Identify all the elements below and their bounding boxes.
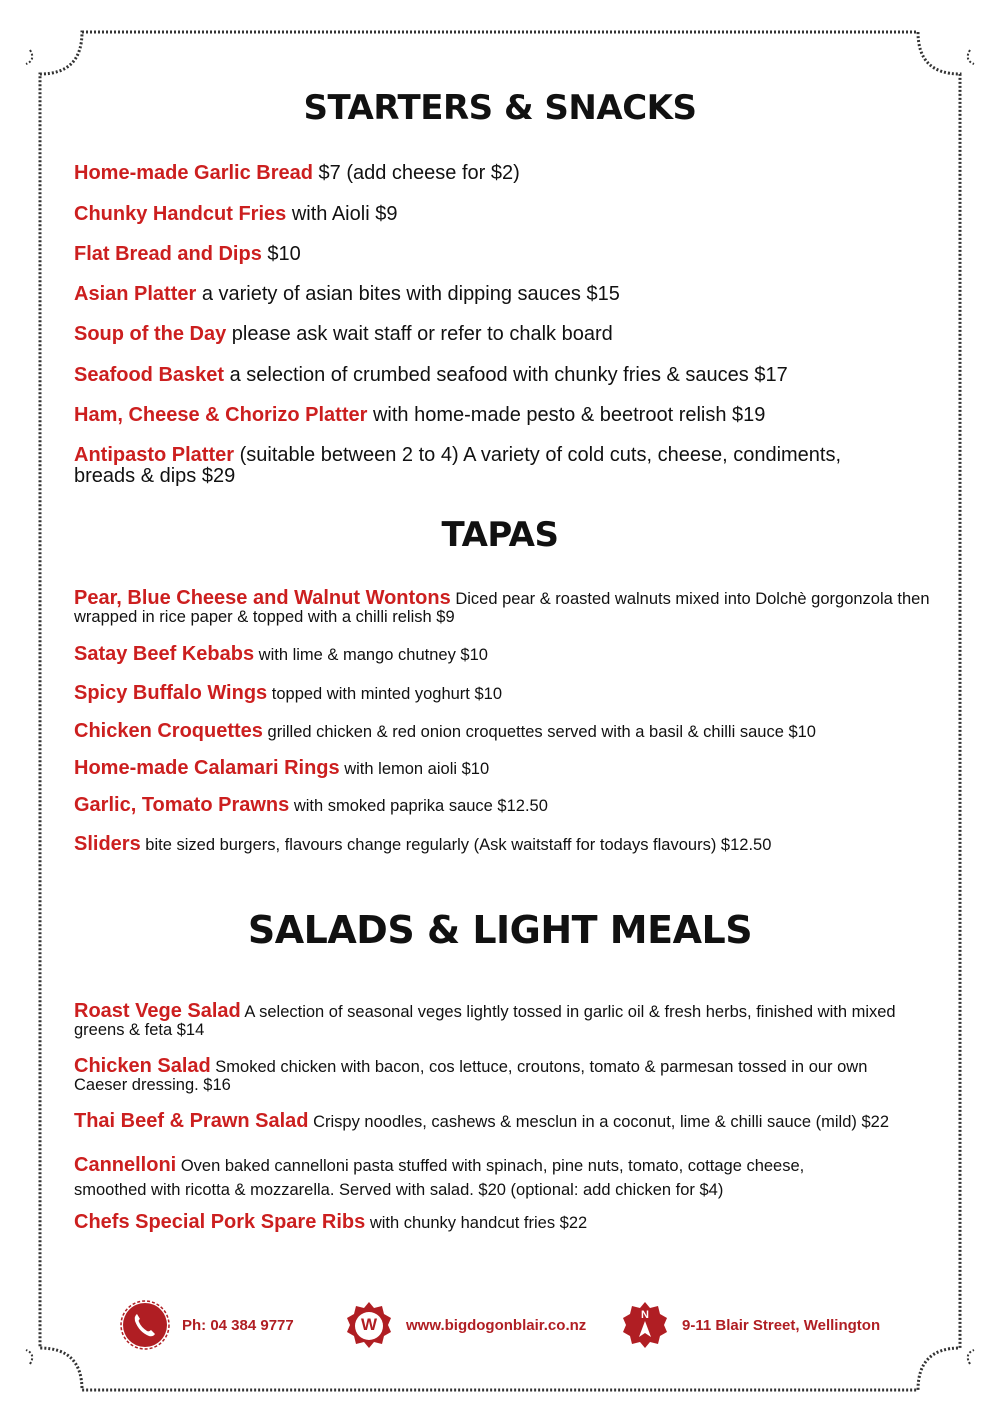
item-desc: Diced pear & roasted walnuts mixed into Dolchè gorgonzola then wrapped in rice paper & topped with a chilli relish $9: [74, 590, 930, 626]
item-name: Antipasto Platter: [74, 444, 235, 466]
item-desc: with home-made pesto & beetroot relish $19: [367, 404, 766, 426]
menu-item: [74, 644, 954, 665]
item-name: Home-made Calamari Rings: [74, 757, 340, 779]
menu-item: [74, 758, 954, 779]
item-name: Satay Beef Kebabs: [74, 643, 255, 665]
menu-item: [74, 795, 954, 816]
item-desc: A selection of seasonal veges lightly tossed in garlic oil & fresh herbs, finished with mixed greens & feta $14: [74, 1003, 896, 1039]
menu-item: [74, 365, 954, 386]
footer-website: [344, 1300, 586, 1350]
phone-number: Ph: 04 384 9777: [182, 1316, 294, 1334]
item-desc: bite sized burgers, flavours change regularly (Ask waitstaff for todays flavours) $12.50: [140, 836, 772, 854]
menu-item: [74, 244, 954, 265]
item-name: Flat Bread and Dips: [74, 243, 262, 265]
menu-item: [74, 204, 954, 225]
north-badge-letter: N: [641, 1309, 649, 1321]
item-name: Roast Vege Salad: [74, 1000, 241, 1022]
menu-item: [74, 588, 954, 627]
item-desc: grilled chicken & red onion croquettes served with a basil & chilli sauce $10: [262, 723, 816, 741]
menu-item: [74, 163, 954, 184]
item-desc: Smoked chicken with bacon, cos lettuce, croutons, tomato & parmesan tossed in our own Caeser dressing. $16: [74, 1058, 868, 1094]
item-name: Cannelloni: [74, 1154, 177, 1176]
phone-icon: [120, 1300, 170, 1350]
item-name: Soup of the Day: [74, 323, 227, 345]
item-desc: Crispy noodles, cashews & mesclun in a coconut, lime & chilli sauce (mild) $22: [308, 1113, 890, 1131]
item-desc: $7 (add cheese for $2): [312, 162, 520, 184]
web-icon: [344, 1300, 394, 1350]
item-name: Thai Beef & Prawn Salad: [74, 1110, 309, 1132]
item-name: Asian Platter: [74, 283, 197, 305]
item-desc: (suitable between 2 to 4) A variety of cold cuts, cheese, condiments, breads & dips $29: [74, 444, 842, 487]
item-desc: topped with minted yoghurt $10: [267, 685, 502, 703]
item-desc: $10: [261, 243, 301, 265]
item-desc: with lime & mango chutney $10: [254, 646, 488, 664]
item-name: Chunky Handcut Fries: [74, 203, 287, 225]
item-name: Garlic, Tomato Prawns: [74, 794, 290, 816]
item-desc: with Aioli $9: [286, 203, 398, 225]
compass-icon: [620, 1300, 670, 1350]
menu-item: [74, 1212, 954, 1233]
menu-item: [74, 445, 894, 487]
item-name: Home-made Garlic Bread: [74, 162, 313, 184]
item-desc: Oven baked cannelloni pasta stuffed with spinach, pine nuts, tomato, cottage cheese, smoothed with ricotta & mozzarella. Served with salad. $20 (optional: add chicken for $4): [74, 1157, 805, 1199]
item-name: Ham, Cheese & Chorizo Platter: [74, 404, 368, 426]
item-name: Seafood Basket: [74, 364, 225, 386]
menu-item: [74, 721, 954, 742]
menu-item: [74, 683, 954, 704]
item-name: Pear, Blue Cheese and Walnut Wontons: [74, 587, 451, 609]
item-desc: a variety of asian bites with dipping sauces $15: [196, 283, 620, 305]
menu-item: [74, 1151, 874, 1202]
menu-item: [74, 1001, 904, 1040]
web-badge-letter: W: [360, 1315, 378, 1334]
item-desc: with smoked paprika sauce $12.50: [289, 797, 548, 815]
item-desc: with chunky handcut fries $22: [365, 1214, 588, 1232]
footer-phone: [120, 1300, 294, 1350]
section-title-tapas: TAPAS: [441, 515, 559, 555]
section-title-starters: STARTERS & SNACKS: [303, 88, 697, 128]
footer-address: [620, 1300, 880, 1350]
item-desc: with lemon aioli $10: [339, 760, 490, 778]
menu-item: [74, 1056, 924, 1095]
street-address: 9-11 Blair Street, Wellington: [682, 1316, 881, 1334]
menu-item: [74, 324, 954, 345]
item-desc: a selection of crumbed seafood with chunky fries & sauces $17: [224, 364, 788, 386]
item-name: Sliders: [74, 833, 141, 855]
menu-item: [74, 1111, 954, 1132]
website-link[interactable]: www.bigdogonblair.co.nz: [406, 1316, 587, 1334]
menu-item: [74, 284, 954, 305]
item-name: Spicy Buffalo Wings: [74, 682, 268, 704]
menu-item: [74, 834, 954, 855]
section-title-salads: SALADS & LIGHT MEALS: [247, 908, 753, 952]
item-desc: please ask wait staff or refer to chalk board: [226, 323, 613, 345]
menu-item: [74, 405, 954, 426]
item-name: Chicken Croquettes: [74, 720, 263, 742]
item-name: Chicken Salad: [74, 1055, 211, 1077]
item-name: Chefs Special Pork Spare Ribs: [74, 1211, 366, 1233]
